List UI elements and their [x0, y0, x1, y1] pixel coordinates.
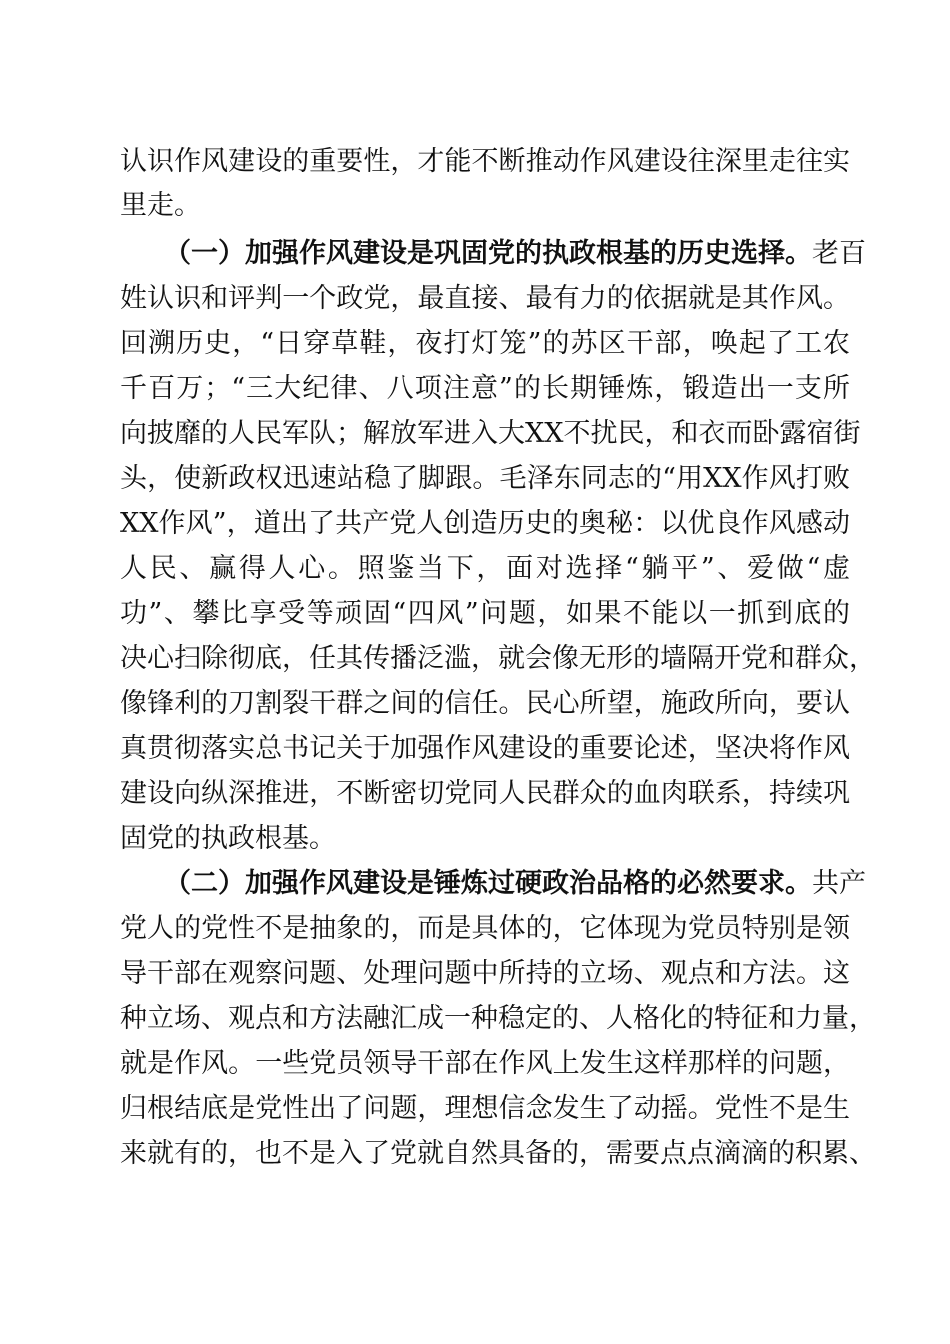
section-heading-2-title: （二）加强作风建设是锤炼过硬政治品格的必然要求。	[164, 868, 812, 899]
text-line: 党人的党性不是抽象的，而是具体的，它体现为党员特别是领	[120, 913, 850, 944]
text-line: 像锋利的刀割裂干群之间的信任。民心所望，施政所向，要认	[120, 688, 850, 719]
section-heading-2-rest: 共产	[812, 868, 866, 899]
text-line: 千百万；“三大纪律、八项注意”的长期锤炼，锻造出一支所	[120, 373, 850, 404]
text-line: 决心扫除彻底，任其传播泛滥，就会像无形的墙隔开党和群众，	[120, 643, 876, 674]
text-line: 里走。	[120, 190, 201, 221]
text-line: 头，使新政权迅速站稳了脚跟。毛泽东同志的“用XX作风打败	[120, 463, 850, 494]
text-line: 就是作风。一些党员领导干部在作风上发生这样那样的问题，	[120, 1048, 850, 1079]
text-line: 认识作风建设的重要性，才能不断推动作风建设往深里走往实	[120, 146, 850, 177]
text-line: 建设向纵深推进，不断密切党同人民群众的血肉联系，持续巩	[120, 778, 850, 809]
text-line: XX作风”，道出了共产党人创造历史的奥秘：以优良作风感动	[120, 508, 850, 539]
text-line: 真贯彻落实总书记关于加强作风建设的重要论述，坚决将作风	[120, 733, 850, 764]
section-heading-2	[164, 866, 866, 902]
section-heading-1-title: （一）加强作风建设是巩固党的执政根基的历史选择。	[164, 238, 812, 269]
text-line: 向披靡的人民军队；解放军进入大XX不扰民，和衣而卧露宿街	[120, 418, 861, 449]
text-line: 功”、攀比享受等顽固“四风”问题，如果不能以一抓到底的	[120, 598, 850, 629]
section-heading-1	[164, 236, 866, 272]
section-heading-1-rest: 老百	[812, 238, 866, 269]
text-line: 姓认识和评判一个政党，最直接、最有力的依据就是其作风。	[120, 283, 850, 314]
text-line: 回溯历史，“日穿草鞋，夜打灯笼”的苏区干部，唤起了工农	[120, 328, 850, 359]
text-line: 归根结底是党性出了问题，理想信念发生了动摇。党性不是生	[120, 1093, 850, 1124]
text-line: 固党的执政根基。	[120, 823, 336, 854]
text-line: 来就有的，也不是入了党就自然具备的，需要点点滴滴的积累、	[120, 1138, 876, 1169]
text-line: 导干部在观察问题、处理问题中所持的立场、观点和方法。这	[120, 958, 850, 989]
text-line: 种立场、观点和方法融汇成一种稳定的、人格化的特征和力量，	[120, 1003, 876, 1034]
text-line: 人民、赢得人心。照鉴当下，面对选择“躺平”、爱做“虚	[120, 553, 850, 584]
